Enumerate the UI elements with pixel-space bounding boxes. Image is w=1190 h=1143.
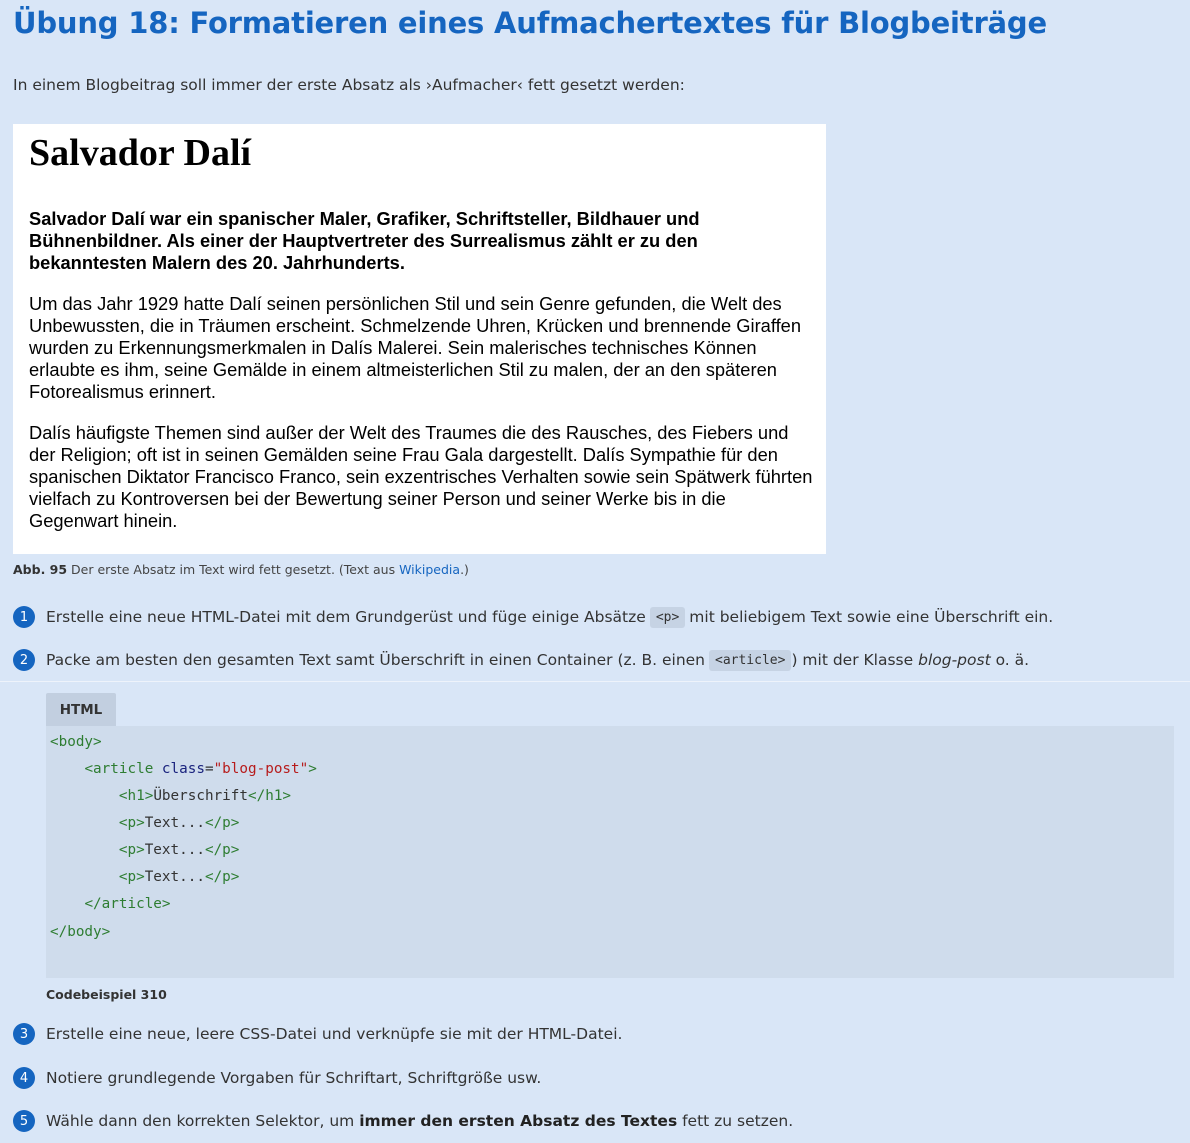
step-2 (13, 649, 1029, 671)
step-text: o. ä. (990, 651, 1030, 669)
step-text: Erstelle eine neue, leere CSS-Datei und verknüpfe sie mit der HTML-Datei. (46, 1025, 623, 1043)
figure-heading: Salvador Dalí (29, 132, 252, 174)
step-3 (13, 1023, 622, 1045)
code-line: <p>Text...</p> (118, 815, 240, 831)
step-text: fett zu setzen. (677, 1112, 794, 1130)
step-number-badge: 5 (13, 1110, 35, 1132)
figure-caption (13, 562, 469, 577)
exercise-intro: In einem Blogbeitrag soll immer der erste Absatz als ›Aufmacher‹ fett gesetzt werden: (13, 76, 685, 94)
exercise-title: Übung 18: Formatieren eines Aufmachertextes für Blogbeiträge (13, 6, 1047, 40)
inline-code: <p> (650, 607, 685, 628)
code-line: <h1>Überschrift</h1> (118, 788, 292, 804)
figure-caption-end: .) (460, 562, 469, 577)
step-bold-text: immer den ersten Absatz des Textes (359, 1112, 678, 1130)
step-text: Packe am besten den gesamten Text samt Überschrift in einen Container (z. B. einen (46, 651, 705, 669)
code-line: <p>Text...</p> (118, 842, 240, 858)
step-5 (13, 1110, 793, 1132)
step-4 (13, 1067, 541, 1089)
wikipedia-link[interactable]: Wikipedia (399, 562, 461, 577)
divider (0, 681, 1190, 682)
figure-paragraph: Dalís häufigste Themen sind außer der Welt des Traumes die des Rausches, des Fiebers und der Religion; oft ist in seinen Gemälden seine Frau Gala dargestellt. Dalís Sympathie für den spanischen Diktator Francisco Franco, sein exzentrisches Verhalten sowie sein Spätwerk führten vielfach zu Kontroversen bei der Bewertung seiner Person und seiner Werke bis in die Gegenwart hinein. (29, 422, 813, 531)
figure-caption-label: Abb. 95 (13, 562, 68, 577)
code-block (46, 726, 1174, 978)
inline-code: <article> (709, 650, 791, 671)
code-line: </article> (84, 896, 171, 912)
step-text: Notiere grundlegende Vorgaben für Schriftart, Schriftgröße usw. (46, 1069, 542, 1087)
code-line: <p>Text...</p> (118, 869, 240, 885)
step-number-badge: 3 (13, 1023, 35, 1045)
figure-blog-preview (13, 124, 826, 554)
code-line: </body> (50, 924, 111, 940)
step-number-badge: 4 (13, 1067, 35, 1089)
code-line: <body> (50, 734, 102, 750)
figure-caption-text: Der erste Absatz im Text wird fett gesetzt. (Text aus (67, 562, 400, 577)
figure-paragraph: Um das Jahr 1929 hatte Dalí seinen persönlichen Stil und sein Genre gefunden, die Welt des Unbewussten, die in Träumen erscheint. Schmelzende Uhren, Krücken und brennende Giraffen wurden zu Erkennungsmerkmalen in Dalís Malerei. Sein malerisches technisches Können erlaubte es ihm, seine Gemälde in einem altmeisterlichen Stil zu malen, der an den späteren Fotorealismus erinnert. (29, 293, 801, 402)
step-number-badge: 2 (13, 649, 35, 671)
step-1 (13, 606, 1053, 628)
step-text: Erstelle eine neue HTML-Datei mit dem Grundgerüst und füge einige Absätze (46, 608, 646, 626)
figure-lead-paragraph: Salvador Dalí war ein spanischer Maler, Grafiker, Schriftsteller, Bildhauer und Bühnenbildner. Als einer der Hauptvertreter des Surrealismus zählt er zu den bekanntesten Malern des 20. Jahrhunderts. (29, 208, 700, 273)
code-caption: Codebeispiel 310 (46, 987, 167, 1002)
step-text: Wähle dann den korrekten Selektor, um (46, 1112, 360, 1130)
code-line: <article class="blog-post"> (84, 761, 317, 777)
step-text: mit beliebigem Text sowie eine Überschrift ein. (689, 608, 1054, 626)
step-emphasis: blog-post (918, 651, 991, 669)
tab-html[interactable]: HTML (46, 693, 116, 726)
step-number-badge: 1 (13, 606, 35, 628)
step-text: ) mit der Klasse (791, 651, 919, 669)
